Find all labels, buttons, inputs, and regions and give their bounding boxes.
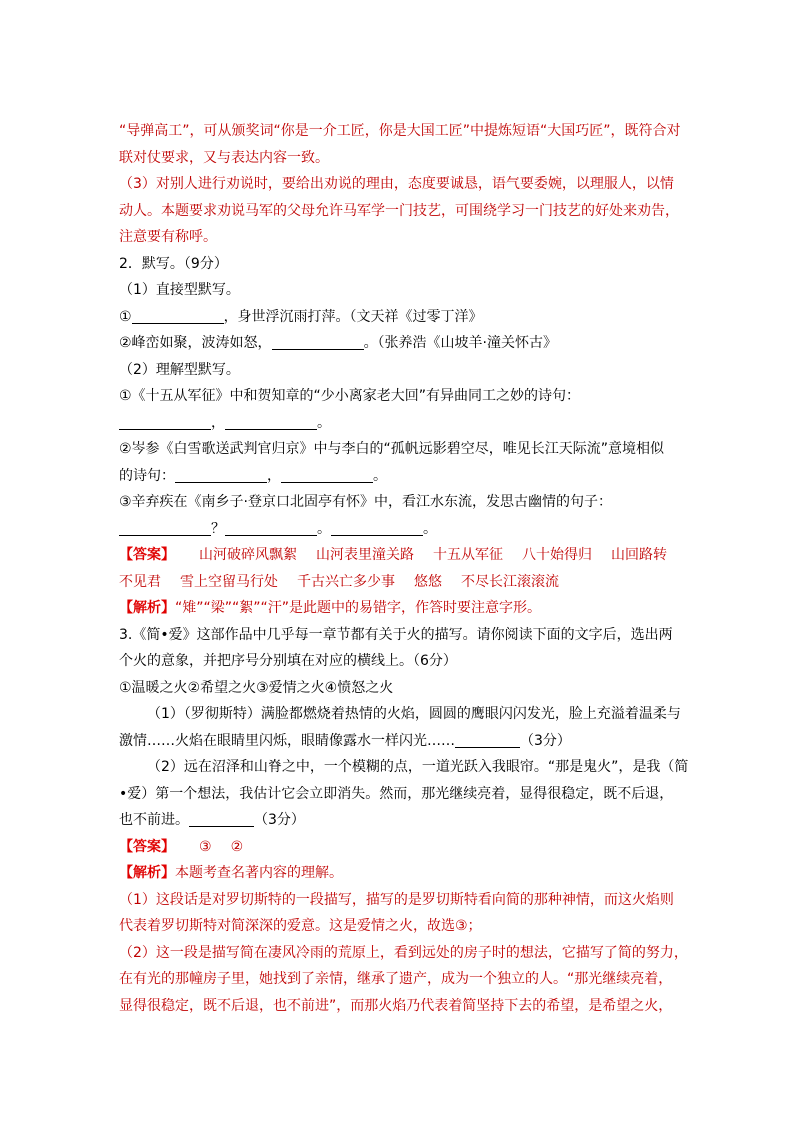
document-content: [119, 118, 719, 1019]
q2-part1-item2: [119, 330, 719, 357]
q3-passage1-line: [119, 728, 719, 755]
answer-item: 山回路转: [611, 547, 667, 563]
q2-answer-line-2: [119, 569, 719, 596]
q3-passage1-line: （1）（罗彻斯特）满脸都燃烧着热情的火焰，圆圆的鹰眼闪闪发光，脸上充溢着温柔与: [147, 706, 681, 722]
explanation-line: 动人。本题要求劝说马军的父母允许马军学一门技艺，可围绕学习一门技艺的好处来劝告，: [119, 202, 679, 219]
answer-item: ③: [199, 838, 212, 855]
q2-part2-item3-blanks: [119, 516, 719, 543]
answer-item: 不尽长江滚滚流: [461, 573, 559, 590]
q3-analysis-line: 代表着罗切斯特对简深深的爱意。这是爱情之火，故选③；: [119, 918, 482, 934]
answer-label: 【答案】: [119, 547, 175, 563]
passage-text: 也不前进。: [119, 812, 189, 828]
question-3-stem: 个火的意象，并把序号分别填在对应的横线上。（6分）: [119, 653, 457, 669]
blank-end: 。: [317, 414, 331, 431]
analysis-label: 【解析】: [119, 600, 175, 616]
answer-blank: [455, 733, 520, 748]
q2-part2-label: （2）理解型默写。: [119, 361, 240, 378]
answer-item: 悠悠: [414, 573, 442, 590]
answer-item: 十五从军征: [433, 547, 503, 563]
q3-analysis-line: 显得很稳定，既不后退，也不前进”，而那火焰乃代表着简坚持下去的希望，是希望之火，: [119, 997, 673, 1014]
answer-item: ②: [230, 838, 244, 855]
blank-separator: ，: [211, 414, 225, 431]
answer-item: 八十始得归: [522, 547, 592, 563]
analysis-text: “雉”“梁”“絮”“汗”是此题中的易错字，作答时要注意字形。: [175, 600, 542, 616]
q3-analysis-line: 在有光的那幢房子里，她找到了亲情，继承了遗产，成为一个独立的人。“那光继续亮着，: [119, 971, 673, 987]
score-text: （3分）: [254, 812, 305, 828]
answer-blank: [119, 415, 211, 430]
answer-blank: [119, 521, 211, 536]
answer-label: 【答案】: [119, 838, 175, 855]
q3-options: ①温暖之火②希望之火③爱情之火④愤怒之火: [119, 679, 394, 696]
answer-blank: [225, 521, 317, 536]
explanation-line: （3）对别人进行劝说时，要给出劝说的理由，态度要诚恳，语气要委婉，以理服人，以情: [119, 176, 674, 192]
item-suffix: 。（张养浩《山坡羊·潼关怀古》: [363, 335, 558, 351]
item-suffix: ，身世浮沉雨打萍。（文天祥《过零丁洋》: [223, 308, 483, 325]
q2-part2-item1-prompt: ①《十五从军征》中和贺知章的“少小离家老大回”有异曲同工之妙的诗句：: [119, 388, 581, 404]
q2-part2-item3-prompt: ③辛弃疾在《南乡子·登京口北固亭有怀》中，看江水东流，发思古幽情的句子：: [119, 494, 612, 510]
q2-part2-item1-blanks: [119, 410, 719, 437]
analysis-text: 本题考查名著内容的理解。: [175, 865, 343, 881]
q3-answer: [119, 834, 719, 861]
answer-blank: [225, 415, 317, 430]
analysis-label: 【解析】: [119, 865, 175, 881]
q2-answer-line-1: [119, 542, 719, 569]
answer-item: 山河表里潼关路: [316, 547, 414, 563]
answer-item: 千古兴亡多少事: [297, 573, 395, 590]
answer-blank: [331, 521, 423, 536]
q2-analysis: [119, 595, 719, 622]
answer-blank: [175, 468, 267, 483]
q3-analysis-line: （2）这一段是描写简在凄风冷雨的荒原上，看到远处的房子时的想法，它描写了简的努力，: [119, 944, 688, 961]
passage-text: 激情……火焰在眼睛里闪烁，眼睛像露水一样闪光……: [119, 732, 455, 749]
item-prefix: ②峰峦如聚，波涛如怒，: [119, 335, 272, 351]
answer-blank: [272, 335, 364, 350]
blank-separator: ？: [211, 520, 225, 537]
q3-passage2-line: •爱）第一个想法，我估计它会立即消失。然而，那光继续亮着，显得很稳定，既不后退，: [119, 785, 674, 802]
question-3-stem: 3.《简•爱》这部作品中几乎每一章节都有关于火的描写。请你阅读下面的文字后，选出两: [119, 626, 673, 643]
blank-end: 。: [423, 520, 437, 537]
q3-analysis-intro: [119, 860, 719, 887]
answer-item: 雪上空留马行处: [180, 573, 278, 590]
q3-passage2-line: [119, 807, 719, 834]
answer-blank: [281, 468, 373, 483]
answer-item: 山河破碎风飘絮: [199, 547, 297, 563]
q2-part2-item2-prompt: ②岑参《白雪歌送武判官归京》中与李白的“孤帆远影碧空尽，唯见长江天际流”意境相似: [119, 441, 665, 457]
blank-separator: ，: [267, 467, 281, 484]
q2-part1-item1: [119, 304, 719, 331]
score-text: （3分）: [520, 732, 571, 749]
q2-part1-label: （1）直接型默写。: [119, 282, 240, 298]
answer-item: 不见君: [119, 573, 161, 590]
q3-passage2-line: （2）远在沼泽和山脊之中，一个模糊的点，一道光跃入我眼帘。“那是鬼火”，是我（简: [147, 759, 689, 775]
blank-end: 。: [373, 467, 387, 484]
blank-separator: 。: [317, 520, 331, 537]
answer-blank: [189, 812, 254, 827]
explanation-line: 注意要有称呼。: [119, 229, 217, 245]
explanation-line: “导弹高工”，可从颁奖词“你是一介工匠，你是大国工匠”中提炼短语“大国巧匠”，既符合对: [119, 123, 681, 139]
item-prefix: ①: [119, 308, 132, 325]
answer-blank: [132, 309, 224, 324]
item-prefix: 的诗句：: [119, 467, 175, 484]
q2-part2-item2-blanks: [119, 463, 719, 490]
explanation-line: 联对仗要求，又与表达内容一致。: [119, 149, 329, 166]
q3-analysis-line: （1）这段话是对罗切斯特的一段描写，描写的是罗切斯特看向简的那种神情，而这火焰则: [119, 891, 674, 908]
question-2-title: 2．默写。（9分）: [119, 255, 228, 272]
